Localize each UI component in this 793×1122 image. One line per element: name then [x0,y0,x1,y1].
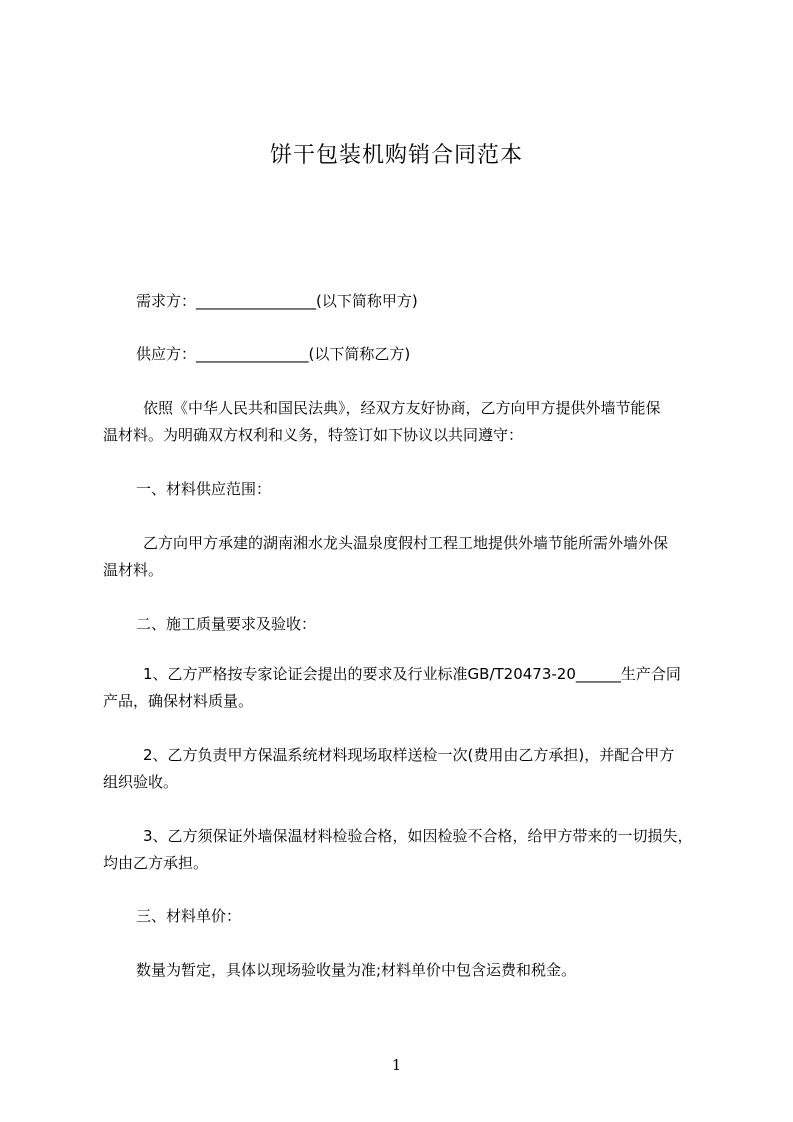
section-1-body-line-1: 乙方向甲方承建的湖南湘水龙头温泉度假村工程工地提供外墙节能所需外墙外保 [143,534,669,552]
section-3-body-line-1: 数量为暂定，具体以现场验收量为准;材料单价中包含运费和税金。 [136,961,577,979]
section-2-item-3-line-1: 3、乙方须保证外墙保温材料检验合格，如因检验不合格，给甲方带来的一切损失， [143,827,693,845]
document-title: 饼干包装机购销合同范本 [269,143,523,168]
section-2-item-2-line-2: 组织验收。 [103,773,179,791]
preamble-line-2: 温材料。为明确双方权利和义务，特签订如下协议以共同遵守： [103,426,524,444]
supply-party-line: 供应方：_______________(以下简称乙方) [136,345,411,363]
section-1-body-line-2: 温材料。 [103,561,164,579]
section-2-item-1-line-1: 1、乙方严格按专家论证会提出的要求及行业标准GB/T20473-20______生产合同 [143,665,681,683]
section-3-heading: 三、材料单价： [136,907,242,925]
preamble-line-1: 依照《中华人民共和国民法典》，经双方友好协商，乙方向甲方提供外墙节能保 [143,399,661,417]
section-2-item-2-line-1: 2、乙方负责甲方保温系统材料现场取样送检一次(费用由乙方承担)，并配合甲方 [143,746,675,764]
section-2-item-3-line-2: 均由乙方承担。 [103,854,209,872]
section-1-heading: 一、材料供应范围： [136,480,272,498]
section-2-item-1-line-2: 产品，确保材料质量。 [103,692,254,710]
page-number: 1 [391,1056,402,1074]
section-2-heading: 二、施工质量要求及验收： [136,615,317,633]
demand-party-line: 需求方：________________(以下简称甲方) [136,292,418,310]
